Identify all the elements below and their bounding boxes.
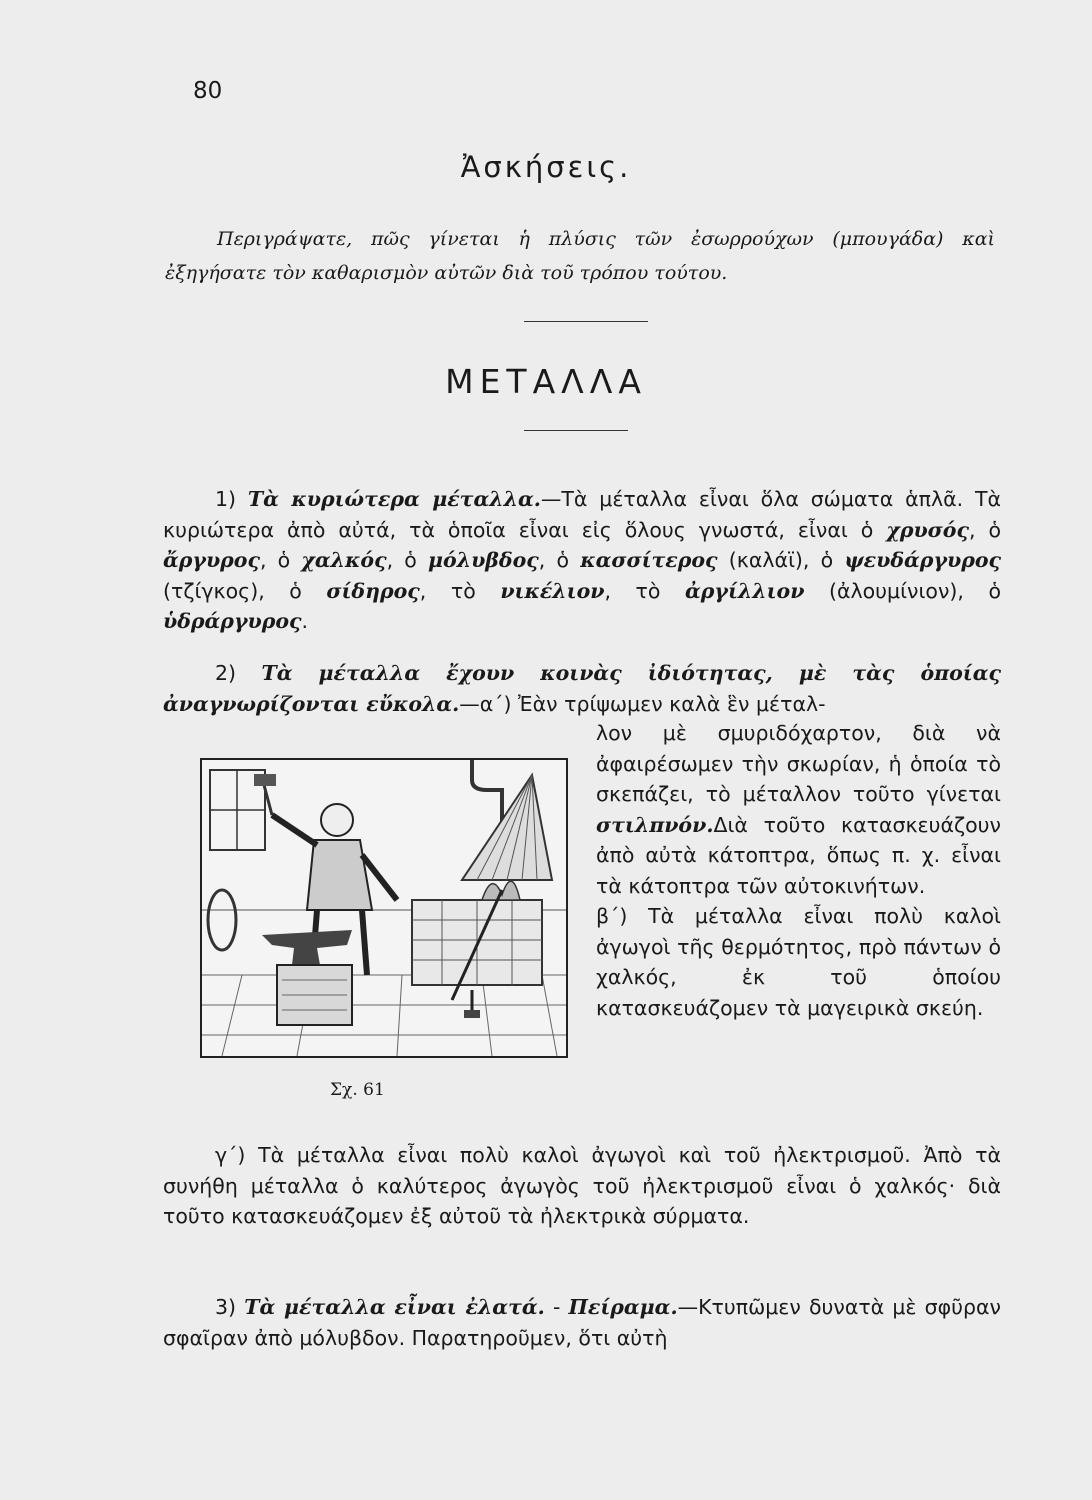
- section-1-heading: Τὰ κυριώτερα μέταλλα.: [247, 487, 541, 511]
- shiny-term: στιλπνόν.: [596, 812, 714, 837]
- alpha-text: λον μὲ σμυριδόχαρτον, διὰ νὰ ἀφαιρέσωμεν τὴν σκωρίαν, ἡ ὁποία τὸ σκεπάζει, τὸ μέταλλον τοῦτο γίνεται: [596, 721, 1001, 806]
- property-beta: β΄) Τὰ μέταλλα εἶναι πολὺ καλοὶ ἀγωγοὶ τῆς θερμότητος, πρὸ πάντων ὁ χαλκός, ἐκ τοῦ ὁποίου κατασκευάζομεν τὰ μαγειρικὰ σκεύη.: [596, 904, 1001, 1020]
- section-3-heading: Τὰ μέταλλα εἶναι ἐλατά.: [244, 1295, 545, 1319]
- sep: , ὁ: [259, 548, 302, 572]
- page-number: 80: [193, 78, 223, 104]
- section-2-number: 2): [215, 661, 237, 685]
- chapter-title: ΜΕΤΑΛΛΑ: [445, 362, 647, 401]
- side-column: [596, 718, 1001, 1023]
- metal-gold: χρυσός: [886, 517, 969, 542]
- section-2-lead: —α΄) Ἐὰν τρίψωμεν καλὰ ἓν μέταλ-: [459, 691, 826, 716]
- section-1-paragraph: [163, 484, 1001, 637]
- metal-iron: σίδηρος: [326, 578, 420, 603]
- sep: (ἀλουμίνιον), ὁ: [804, 578, 1002, 603]
- metal-zinc: ψευδάργυρος: [844, 548, 1001, 572]
- section-3-paragraph: [163, 1292, 1001, 1353]
- section-malleable: [163, 1292, 1001, 1353]
- divider-bottom: [524, 430, 628, 431]
- sep: , ὁ: [538, 548, 581, 572]
- property-gamma: γ΄) Τὰ μέταλλα εἶναι πολὺ καλοὶ ἀγωγοὶ καὶ τοῦ ἠλεκτρισμοῦ. Ἀπὸ τὰ συνήθη μέταλλα ὁ καλύτερος ἀγωγὸς τοῦ ἠλεκτρισμοῦ εἶναι ὁ χαλκός· διὰ τοῦτο κατασκευάζομεν ἐξ αὐτοῦ τὰ ἠλεκτρικὰ σύρματα.: [163, 1143, 1001, 1228]
- sep: , ὁ: [968, 517, 1002, 542]
- sep: (καλάϊ), ὁ: [717, 548, 845, 572]
- sep: .: [301, 609, 309, 633]
- sep: , τὸ: [604, 578, 685, 603]
- sep: , τὸ: [419, 578, 501, 603]
- property-gamma-block: [163, 1140, 1001, 1232]
- blacksmith-drawing: [202, 760, 566, 1056]
- section-3-text: —Κτυπῶμεν δυνατὰ μὲ σφῦραν σφαῖραν ἀπὸ μόλυβδον. Παρατηροῦμεν, ὅτι αὐτὴ: [163, 1295, 1001, 1350]
- metal-copper: χαλκός: [301, 548, 387, 572]
- experiment-label: Πείραμα.: [568, 1295, 678, 1319]
- exercises-title: Ἀσκήσεις.: [460, 150, 632, 184]
- metal-aluminium: ἀργίλλιον: [685, 578, 805, 603]
- exercise-text: [165, 222, 995, 290]
- section-common-properties: [163, 658, 1001, 719]
- section-2-heading-line: [163, 658, 1001, 719]
- alpha-text-cont: Διὰ τοῦτο κατασκευάζουν ἀπὸ αὐτὰ κάτοπτρα, ὅπως π. χ. εἶναι τὰ κάτοπτρα τῶν αὐτοκινήτων.: [596, 812, 1001, 898]
- section-1-text: —Τὰ μέταλλα εἶναι ὅλα σώματα ἁπλᾶ. Τὰ κυριώτερα ἀπὸ αὐτά, τὰ ὁποῖα εἶναι εἰς ὅλους γνωστά, εἶναι ὁ: [163, 487, 1002, 542]
- sep: -: [544, 1295, 569, 1319]
- section-main-metals: [163, 484, 1001, 637]
- blacksmith-illustration: [200, 758, 568, 1058]
- section-1-number: 1): [215, 487, 237, 511]
- metal-silver: ἄργυρος: [163, 548, 260, 572]
- figure-caption: Σχ. 61: [330, 1080, 385, 1100]
- section-3-number: 3): [215, 1295, 237, 1319]
- metal-lead: μόλυβδος: [428, 548, 539, 572]
- section-2-heading: Τὰ μέταλλα ἔχουν κοινὰς ἰδιότητας, μὲ τὰς ὁποίας ἀναγνωρίζονται εὔκολα.: [163, 661, 1001, 716]
- metal-tin: κασσίτερος: [580, 548, 718, 572]
- divider-top: [524, 321, 648, 322]
- metal-nickel: νικέλιον: [500, 578, 605, 603]
- metal-mercury: ὑδράργυρος: [163, 609, 302, 633]
- sep: (τζίγκος), ὁ: [163, 578, 327, 603]
- exercise-paragraph: Περιγράψατε, πῶς γίνεται ἡ πλύσις τῶν ἐσωρρούχων (μπουγάδα) καὶ ἐξηγήσατε τὸν καθαρισμὸν αὐτῶν διὰ τοῦ τρόπου τούτου.: [165, 228, 995, 284]
- property-alpha: [596, 718, 1001, 901]
- sep: , ὁ: [386, 548, 429, 572]
